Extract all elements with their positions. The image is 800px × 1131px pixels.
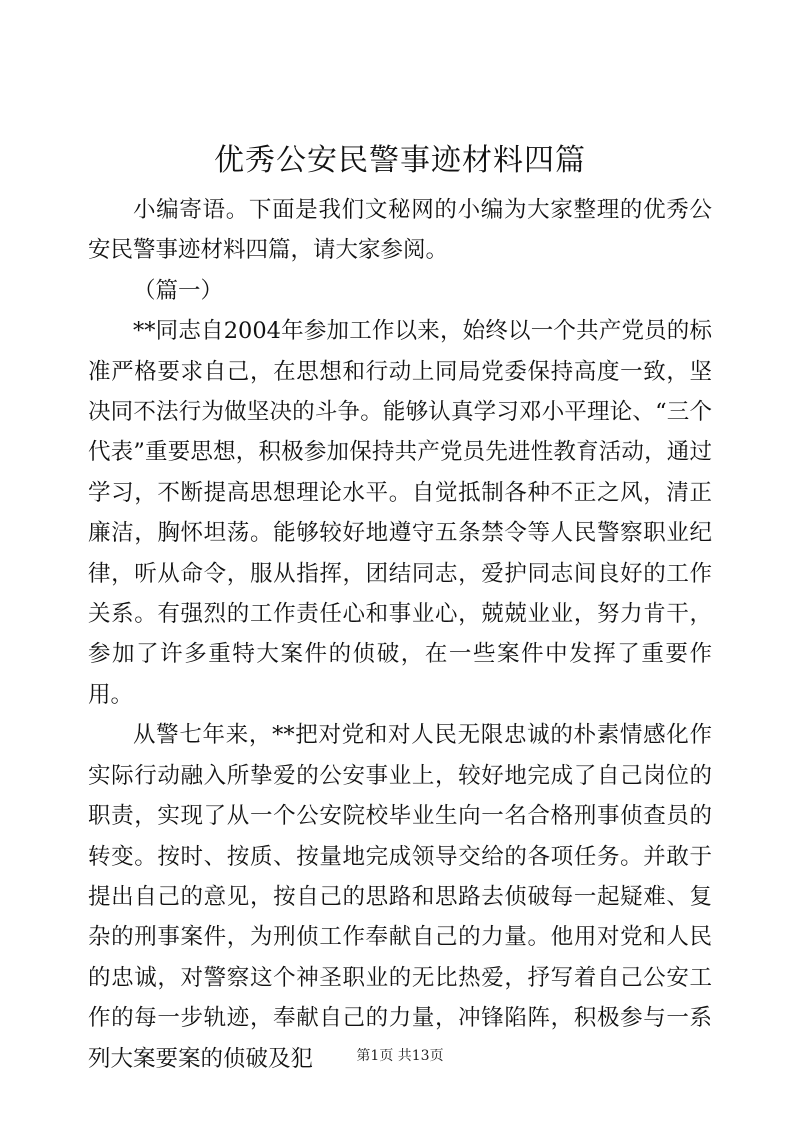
body-paragraph: **同志自2004年参加工作以来，始终以一个共产党员的标准严格要求自己，在思想和行动上同局党委保持高度一致，坚决同不法行为做坚决的斗争。能够认真学习邓小平理论、“三个代表”重要思想，积极参加保持共产党员先进性教育活动，通过学习，不断提高思想理论水平。自觉抵制各种不正之风，清正廉洁，胸怀坦荡。能够较好地遵守五条禁令等人民警察职业纪律，听从命令，服从指挥，团结同志，爱护同志间良好的工作关系。有强烈的工作责任心和事业心，兢兢业业，努力肯干，参加了许多重特大案件的侦破，在一些案件中发挥了重要作用。 bbox=[88, 318, 712, 708]
intro-paragraph: 小编寄语。下面是我们文秘网的小编为大家整理的优秀公安民警事迹材料四篇，请大家参阅。 bbox=[88, 197, 712, 264]
document-title: 优秀公安民警事迹材料四篇 bbox=[214, 143, 586, 178]
page-footer: 第1页 共13页 bbox=[356, 1048, 444, 1064]
body-paragraph: 从警七年来，**把对党和对人民无限忠诚的朴素情感化作实际行动融入所挚爱的公安事业上，较好地完成了自己岗位的职责，实现了从一个公安院校毕业生向一名合格刑事侦查员的转变。按时、按质、按量地完成领导交给的各项任务。并敢于提出自己的意见，按自己的思路和思路去侦破每一起疑难、复杂的刑事案件，为刑侦工作奉献自己的力量。他用对党和人民的忠诚，对警察这个神圣职业的无比热爱，抒写着自己公安工作的每一步轨迹，奉献自己的力量，冲锋陷阵，积极参与一系列大案要案的侦破及犯 bbox=[88, 722, 712, 1072]
section-heading: （篇一） bbox=[133, 277, 224, 304]
document-body bbox=[88, 190, 712, 1079]
